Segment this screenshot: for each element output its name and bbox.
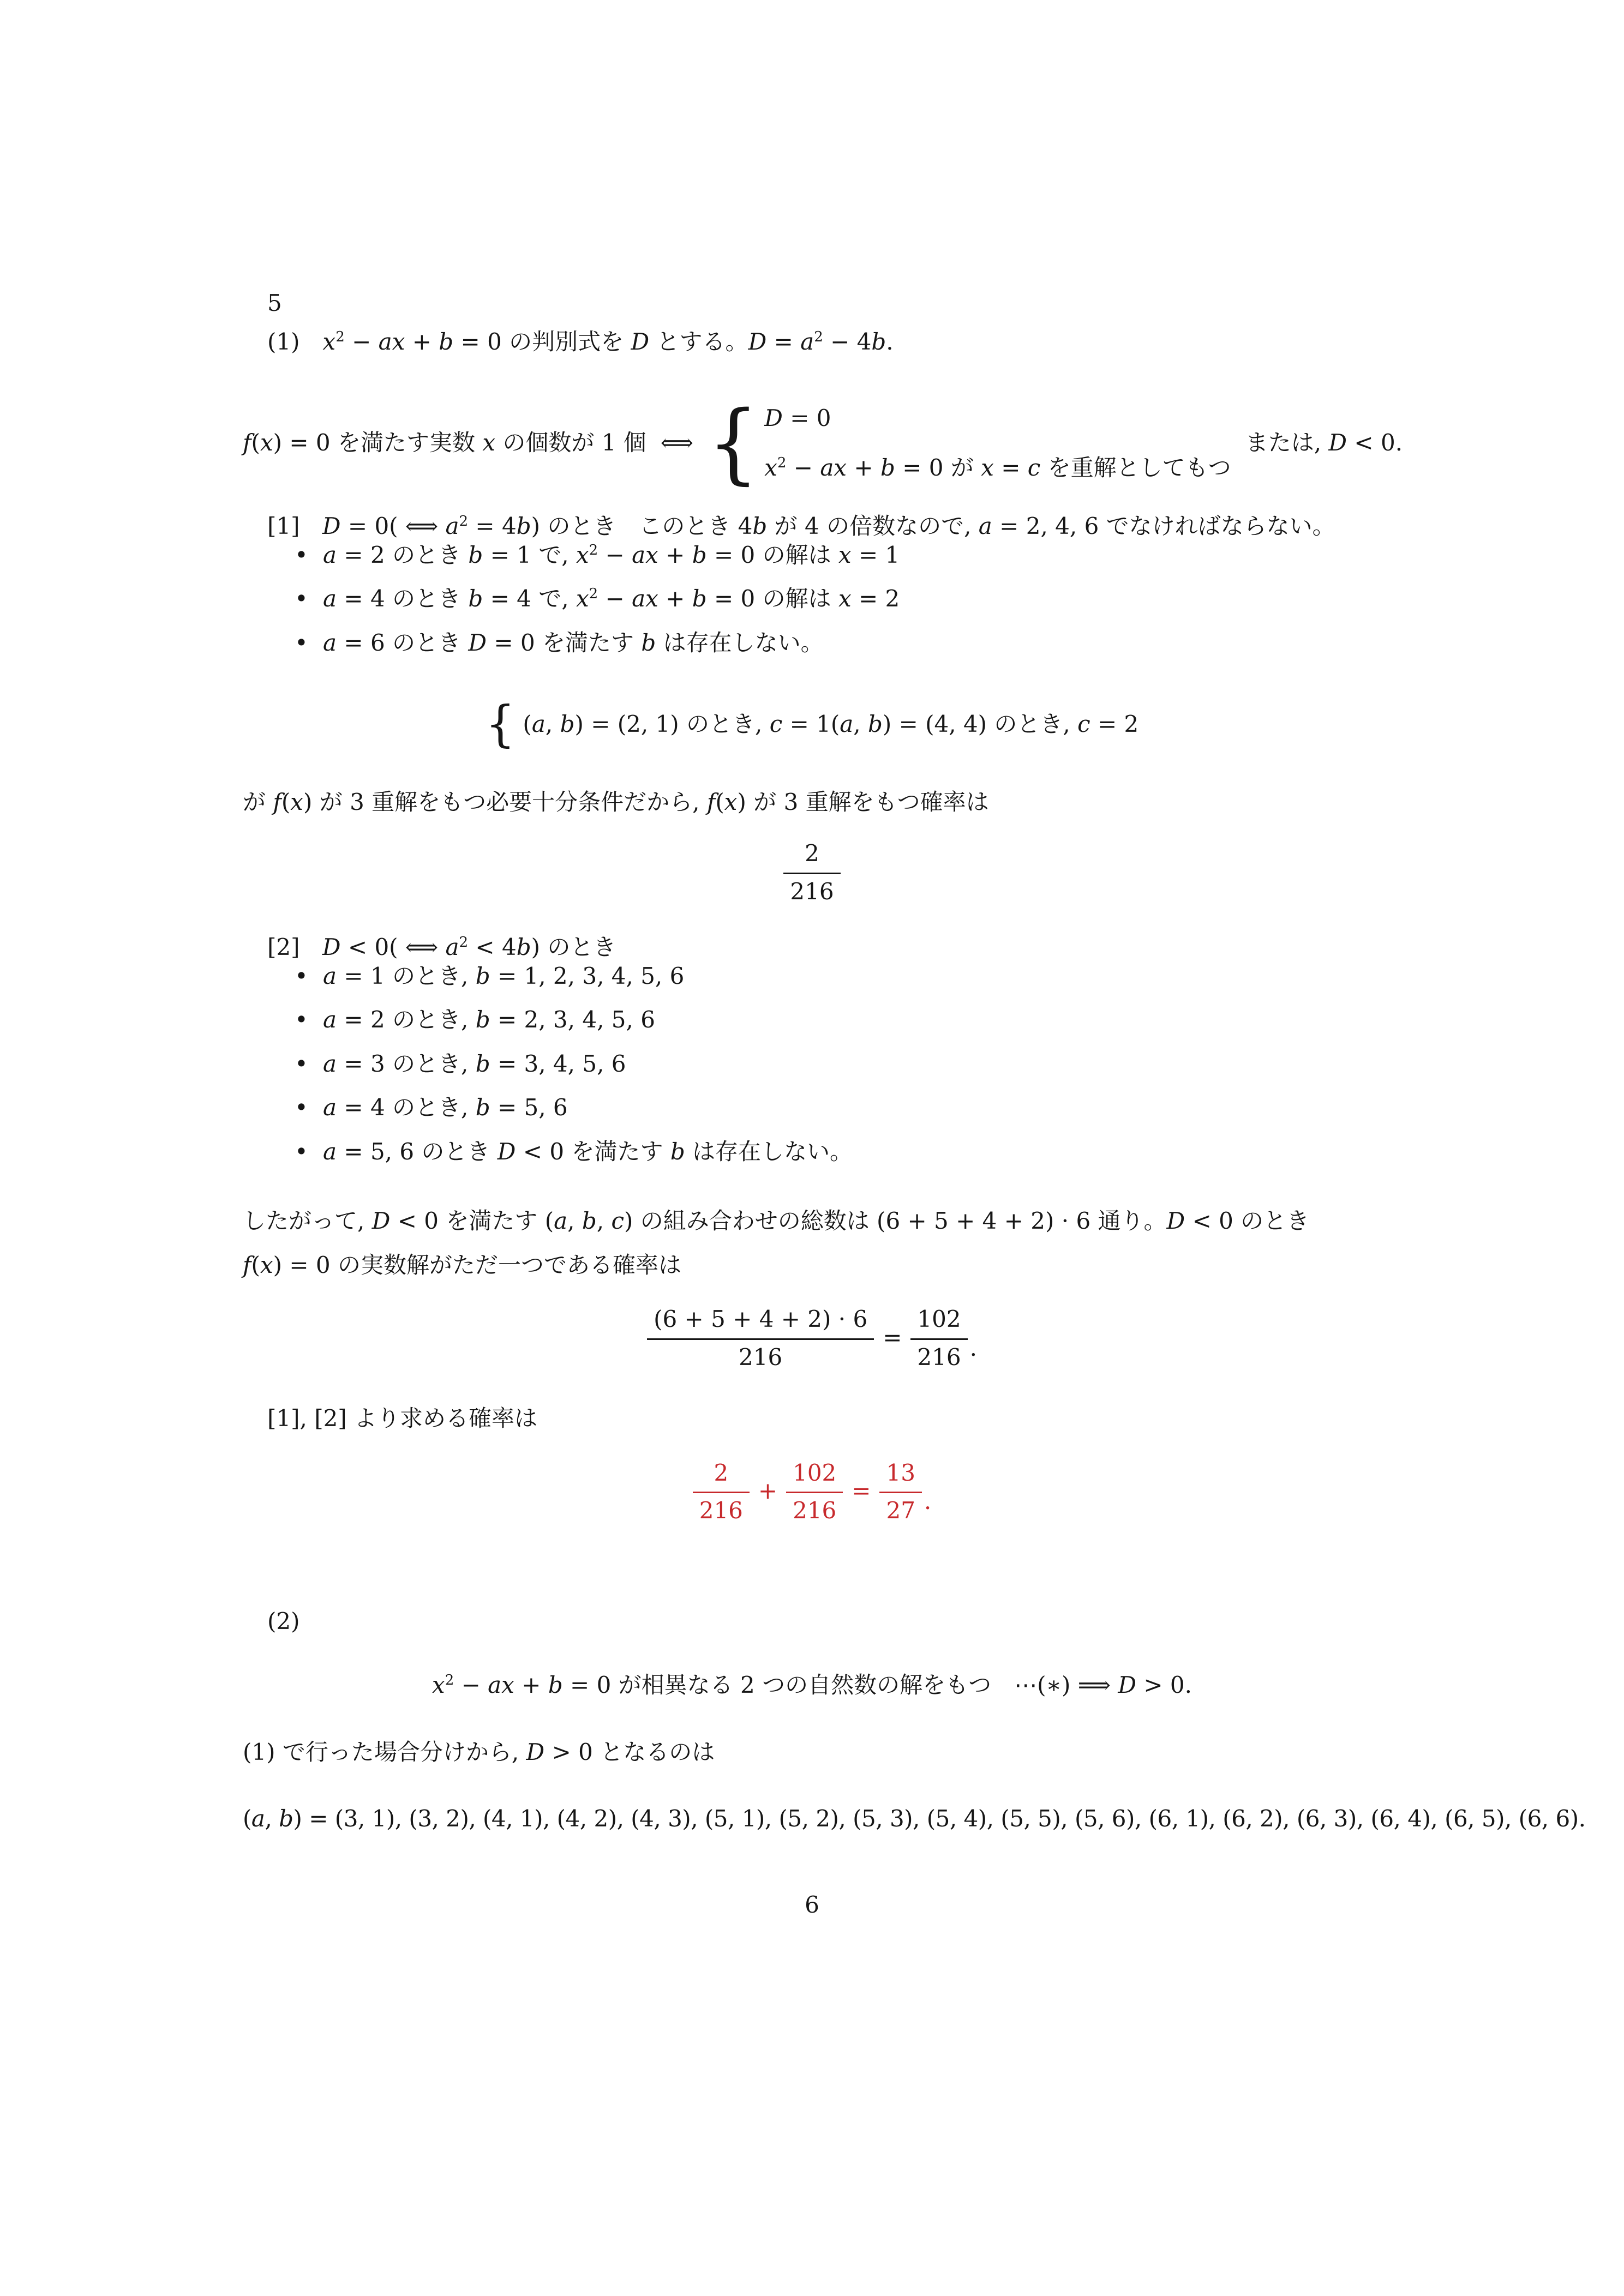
list-item: • a = 1 のとき, b = 1, 2, 3, 4, 5, 6 <box>295 962 1381 991</box>
fraction <box>879 1458 921 1525</box>
left-brace-icon: { <box>485 695 516 753</box>
left-brace-icon: { <box>708 392 759 494</box>
list-item: • a = 4 のとき b = 4 で, $x^2$ − ax + b = 0 の解は x = 2 <box>295 585 1381 614</box>
fraction-denominator: 216 <box>699 1497 743 1524</box>
plus-sign: + <box>758 1477 778 1505</box>
cases-block <box>708 392 1231 494</box>
brace-equation-text: (a, b) = (2, 1) のとき, c = 1(a, b) = (4, 4) のとき, c = 2 <box>523 711 1139 738</box>
period: . <box>969 1334 977 1361</box>
iff-statement <box>243 392 1403 494</box>
fraction <box>786 1458 843 1525</box>
fraction-numerator: 102 <box>910 1304 967 1340</box>
list-item: • a = 3 のとき, b = 3, 4, 5, 6 <box>295 1050 1381 1079</box>
case-row-2: $x^2$ − ax + b = 0 が x = c を重解としてもつ <box>764 454 1231 481</box>
part1-header: (1) $x^2$ − ax + b = 0 の判別式を D とする。$D = a^2 - 4b$. <box>267 328 894 355</box>
page-number: 6 <box>805 1891 819 1918</box>
period: . <box>924 1488 932 1515</box>
fraction-numerator: 102 <box>786 1458 843 1494</box>
iff-arrow: ⟺ <box>660 429 694 456</box>
part2-pairs-list: (a, b) = (3, 1), (3, 2), (4, 1), (4, 2), (4, 3), (5, 1), (5, 2), (5, 3), (5, 4), (5, 5), (5, 6), (6, 1), (6, 2), (6, 3), (6, 4), (6, 5), (6, 6). <box>243 1805 1586 1832</box>
list-item: • a = 6 のとき D = 0 を満たす b は存在しない。 <box>295 629 1381 658</box>
case2-bullet-list <box>243 962 1381 1167</box>
case1-bullet-list <box>243 541 1381 658</box>
case2-probability-equation <box>243 1304 1381 1372</box>
fraction <box>693 1458 750 1525</box>
fraction-denominator: 216 <box>917 1343 961 1371</box>
list-item: • a = 4 のとき, b = 5, 6 <box>295 1093 1381 1122</box>
fraction-denominator: 216 <box>739 1343 783 1371</box>
fraction-denominator: 216 <box>793 1497 837 1524</box>
probability-fraction-equation <box>243 838 1381 906</box>
fraction-numerator: 13 <box>879 1458 921 1494</box>
problem-number: 5 <box>267 290 282 316</box>
list-item: • a = 5, 6 のとき D < 0 を満たす b は存在しない。 <box>295 1138 1381 1167</box>
case1-header <box>267 512 1381 541</box>
part2-condition: $x^2$ − ax + b = 0 が相異なる 2 つの自然数の解をもつ ⋯(∗) ⟹ D > 0. <box>432 1672 1192 1698</box>
list-item: • a = 2 のとき, b = 2, 3, 4, 5, 6 <box>295 1006 1381 1035</box>
case2-text: D < 0( ⟺ $a^2 < 4b$) のとき <box>322 934 616 960</box>
fraction-denominator: 27 <box>886 1497 915 1524</box>
fraction <box>647 1304 874 1372</box>
case2-summary-line2: f(x) = 0 の実数解がただ一つである確率は <box>243 1251 681 1278</box>
list-item: • a = 2 のとき b = 1 で, $x^2$ − ax + b = 0 の解は x = 1 <box>295 541 1381 570</box>
iff-left-text: f(x) = 0 を満たす実数 x の個数が 1 個 <box>243 429 646 456</box>
fraction-numerator: (6 + 5 + 4 + 2) · 6 <box>647 1304 874 1340</box>
fraction-denominator: 216 <box>790 877 834 905</box>
final-probability-equation <box>243 1458 1381 1525</box>
brace-equation <box>243 695 1381 753</box>
part2-lead: (1) で行った場合分けから, D > 0 となるのは <box>243 1738 715 1765</box>
case1-conclusion-text: が f(x) が 3 重解をもつ必要十分条件だから, f(x) が 3 重解をもつ確率は <box>243 788 989 815</box>
page-content <box>243 289 1586 1919</box>
fraction <box>783 838 840 906</box>
equals-sign: = <box>883 1324 902 1351</box>
fraction-numerator: 2 <box>693 1458 750 1494</box>
equals-sign: = <box>852 1477 871 1505</box>
part2-label: (2) <box>267 1607 300 1634</box>
case1-label: [1] <box>267 513 300 539</box>
case2-summary-line1: したがって, D < 0 を満たす (a, b, c) の組み合わせの総数は (6 + 5 + 4 + 2) · 6 通り。D < 0 のとき <box>243 1207 1310 1234</box>
case1-text: D = 0( ⟺ $a^2 = 4b$) のとき このとき 4b が 4 の倍数なので, a = 2, 4, 6 でなければならない。 <box>322 513 1335 539</box>
fraction-numerator: 2 <box>783 838 840 874</box>
iff-right-text: または, D < 0. <box>1245 429 1403 456</box>
fraction <box>910 1304 967 1372</box>
case2-header <box>267 933 1381 962</box>
case2-label: [2] <box>267 934 300 960</box>
case-row-1: D = 0 <box>764 405 831 431</box>
cases-rows <box>764 404 1231 482</box>
conclusion-lead: [1], [2] より求める確率は <box>267 1405 538 1432</box>
